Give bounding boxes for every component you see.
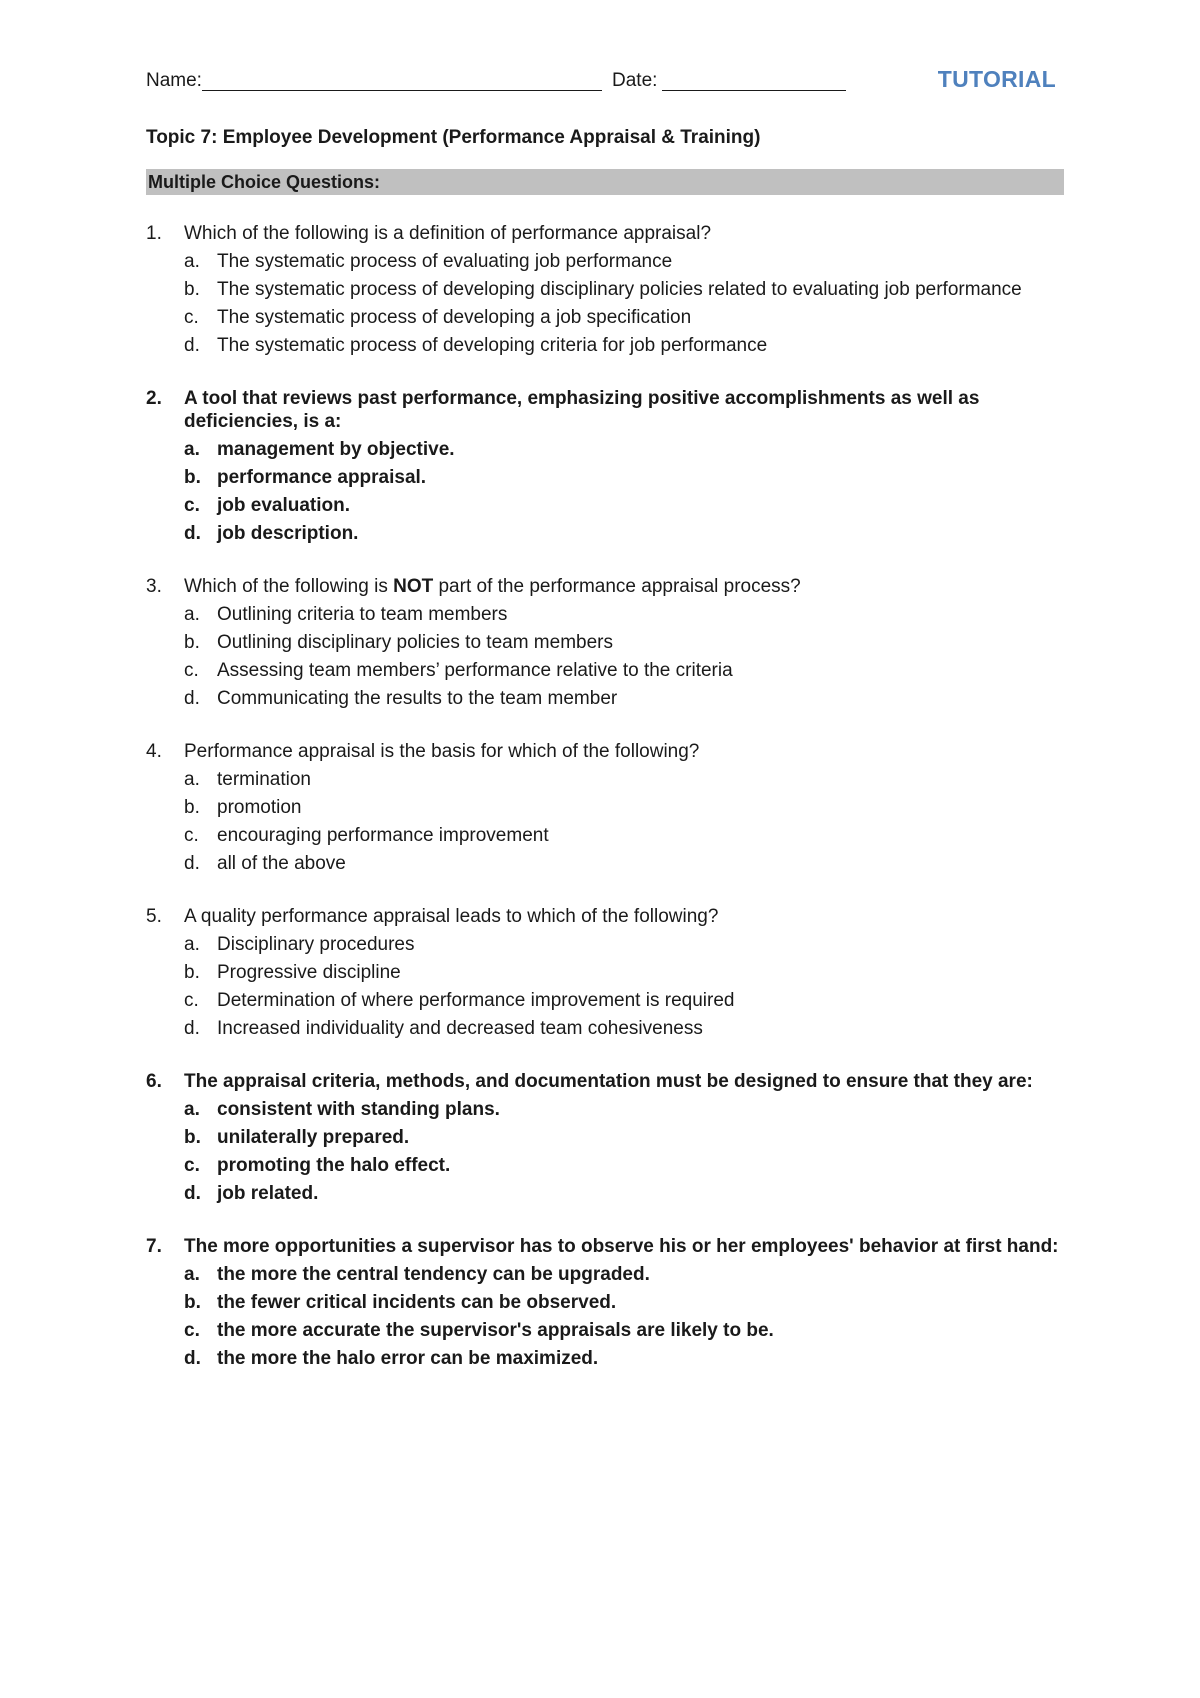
- question-list: [146, 222, 1064, 1400]
- option-text: Determination of where performance improvement is required: [217, 990, 735, 1011]
- option-letter: c.: [184, 825, 199, 846]
- name-field[interactable]: [202, 90, 602, 91]
- option-letter: b.: [184, 797, 200, 818]
- question-text: The more opportunities a supervisor has to observe his or her employees' behavior at first hand:: [184, 1236, 1059, 1257]
- option-text: job evaluation.: [217, 495, 351, 516]
- option-text: job related.: [217, 1183, 319, 1204]
- option-letter: c.: [184, 660, 199, 681]
- option-text: promotion: [217, 797, 302, 818]
- option-text: Communicating the results to the team member: [217, 688, 618, 709]
- question-text: [184, 575, 1064, 598]
- option-letter: d.: [184, 1183, 201, 1204]
- option-text: the fewer critical incidents can be observed.: [217, 1292, 617, 1313]
- answer-option[interactable]: [184, 1154, 1064, 1177]
- answer-option[interactable]: [184, 250, 1064, 273]
- question-text-part: Which of the following is: [184, 576, 394, 597]
- option-letter: b.: [184, 467, 201, 488]
- answer-option[interactable]: [184, 687, 1064, 710]
- option-letter: c.: [184, 1320, 200, 1341]
- question-number: 3.: [146, 576, 162, 597]
- answer-option[interactable]: [184, 522, 1064, 545]
- question-number: 1.: [146, 223, 162, 244]
- answer-option[interactable]: [184, 796, 1064, 819]
- option-letter: a.: [184, 769, 200, 790]
- option-letter: a.: [184, 934, 200, 955]
- question-4: [146, 740, 1064, 875]
- worksheet-page: [146, 0, 1064, 1698]
- option-letter: c.: [184, 990, 199, 1011]
- question-number: 2.: [146, 388, 162, 409]
- question-text: The appraisal criteria, methods, and documentation must be designed to ensure that they are:: [184, 1071, 1033, 1092]
- answer-option[interactable]: [184, 1017, 1064, 1040]
- answer-option[interactable]: [184, 334, 1064, 357]
- option-text: Outlining criteria to team members: [217, 604, 508, 625]
- answer-option[interactable]: [184, 989, 1064, 1012]
- option-text: encouraging performance improvement: [217, 825, 549, 846]
- answer-option[interactable]: [184, 278, 1064, 301]
- answer-option[interactable]: [184, 768, 1064, 791]
- answer-option[interactable]: [184, 306, 1064, 329]
- option-letter: a.: [184, 604, 200, 625]
- option-text: The systematic process of developing criteria for job performance: [217, 335, 768, 356]
- answer-option[interactable]: [184, 1319, 1064, 1342]
- answer-option[interactable]: [184, 603, 1064, 626]
- question-3: [146, 575, 1064, 710]
- question-6: [146, 1070, 1064, 1205]
- question-5: [146, 905, 1064, 1040]
- option-letter: d.: [184, 853, 200, 874]
- option-letter: c.: [184, 495, 200, 516]
- option-text: Assessing team members’ performance relative to the criteria: [217, 660, 733, 681]
- answer-option[interactable]: [184, 1263, 1064, 1286]
- option-text: The systematic process of evaluating job performance: [217, 251, 673, 272]
- option-text: the more the halo error can be maximized.: [217, 1348, 599, 1369]
- section-header: [146, 169, 1064, 195]
- name-label: Name:: [146, 70, 202, 91]
- answer-option[interactable]: [184, 852, 1064, 875]
- question-text-part: part of the performance appraisal process?: [433, 576, 801, 597]
- topic-title: Topic 7: Employee Development (Performance Appraisal & Training): [146, 127, 761, 148]
- header: [146, 68, 1064, 98]
- option-text: Outlining disciplinary policies to team members: [217, 632, 613, 653]
- option-text: Increased individuality and decreased team cohesiveness: [217, 1018, 703, 1039]
- option-letter: b.: [184, 962, 200, 983]
- option-text: Progressive discipline: [217, 962, 401, 983]
- answer-option[interactable]: [184, 494, 1064, 517]
- option-text: management by objective.: [217, 439, 455, 460]
- question-emphasis: NOT: [393, 576, 434, 597]
- option-text: the more the central tendency can be upgraded.: [217, 1264, 650, 1285]
- option-text: The systematic process of developing disciplinary policies related to evaluating job performance: [217, 279, 1022, 300]
- option-letter: d.: [184, 523, 201, 544]
- answer-option[interactable]: [184, 1347, 1064, 1370]
- date-label: Date:: [612, 70, 658, 91]
- option-text: The systematic process of developing a job specification: [217, 307, 692, 328]
- question-text: Which of the following is a definition of performance appraisal?: [184, 223, 712, 244]
- option-text: consistent with standing plans.: [217, 1099, 500, 1120]
- option-letter: c.: [184, 307, 199, 328]
- answer-option[interactable]: [184, 1291, 1064, 1314]
- question-number: 6.: [146, 1071, 162, 1092]
- option-text: performance appraisal.: [217, 467, 427, 488]
- option-text: job description.: [217, 523, 359, 544]
- option-letter: b.: [184, 1127, 201, 1148]
- option-letter: d.: [184, 1348, 201, 1369]
- answer-option[interactable]: [184, 631, 1064, 654]
- option-letter: a.: [184, 1264, 200, 1285]
- answer-option[interactable]: [184, 659, 1064, 682]
- tutorial-badge: TUTORIAL: [937, 66, 1056, 92]
- answer-option[interactable]: [184, 961, 1064, 984]
- answer-option[interactable]: [184, 824, 1064, 847]
- section-title: Multiple Choice Questions:: [148, 172, 381, 192]
- question-7: [146, 1235, 1064, 1370]
- question-number: 4.: [146, 741, 162, 762]
- option-letter: d.: [184, 335, 200, 356]
- option-text: Disciplinary procedures: [217, 934, 415, 955]
- question-text: A tool that reviews past performance, emphasizing positive accomplishments as well as deficiencies, is a:: [184, 388, 980, 432]
- option-text: promoting the halo effect.: [217, 1155, 451, 1176]
- answer-option[interactable]: [184, 1098, 1064, 1121]
- question-text: Performance appraisal is the basis for which of the following?: [184, 741, 700, 762]
- option-letter: a.: [184, 1099, 200, 1120]
- date-field[interactable]: [662, 90, 846, 91]
- question-1: [146, 222, 1064, 357]
- answer-option[interactable]: [184, 466, 1064, 489]
- option-text: termination: [217, 769, 311, 790]
- question-text: A quality performance appraisal leads to which of the following?: [184, 906, 719, 927]
- answer-option[interactable]: [184, 438, 1064, 461]
- option-letter: b.: [184, 1292, 201, 1313]
- option-letter: a.: [184, 251, 200, 272]
- option-letter: b.: [184, 632, 200, 653]
- answer-option[interactable]: [184, 933, 1064, 956]
- option-text: unilaterally prepared.: [217, 1127, 410, 1148]
- option-letter: a.: [184, 439, 200, 460]
- option-letter: d.: [184, 1018, 200, 1039]
- option-letter: c.: [184, 1155, 200, 1176]
- option-text: all of the above: [217, 853, 346, 874]
- option-letter: d.: [184, 688, 200, 709]
- question-number: 7.: [146, 1236, 162, 1257]
- question-number: 5.: [146, 906, 162, 927]
- answer-option[interactable]: [184, 1126, 1064, 1149]
- answer-option[interactable]: [184, 1182, 1064, 1205]
- option-text: the more accurate the supervisor's appraisals are likely to be.: [217, 1320, 774, 1341]
- question-2: [146, 387, 1064, 545]
- option-letter: b.: [184, 279, 200, 300]
